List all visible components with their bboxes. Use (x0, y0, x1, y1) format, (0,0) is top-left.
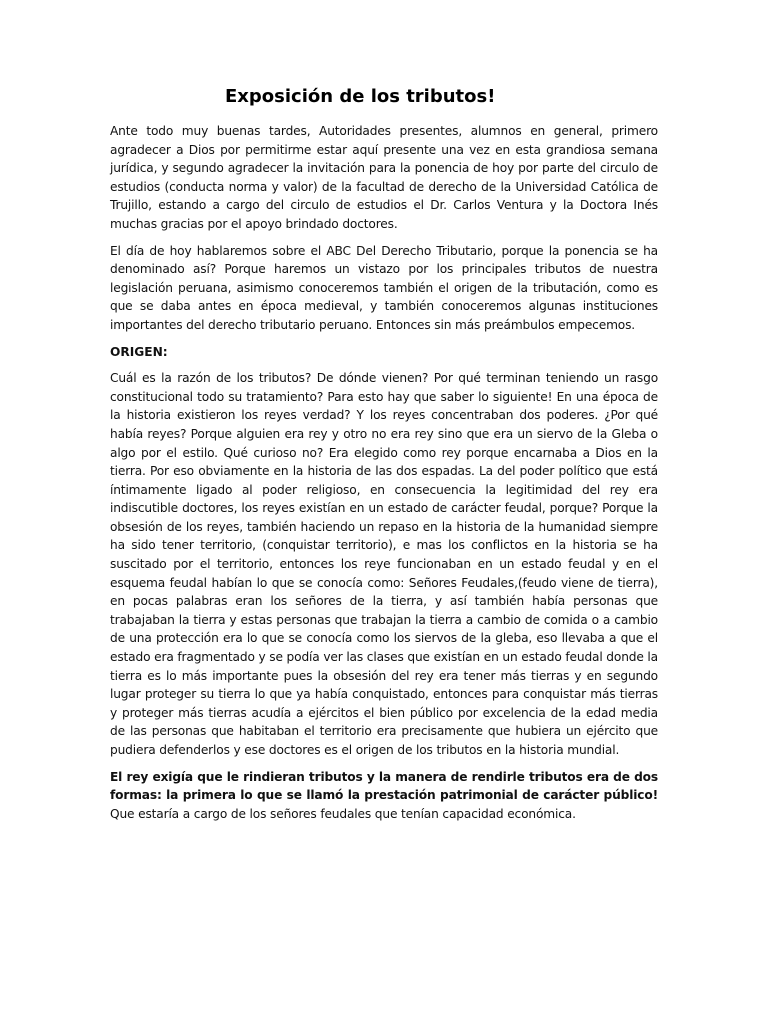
section-heading-origen: ORIGEN: (110, 344, 168, 359)
paragraph-introduction: El día de hoy hablaremos sobre el ABC Del Derecho Tributario, porque la ponencia se ha denominado así? Porque haremos un vistazo por los principales tributos de nuestra legislación peruana, asimismo conoceremos también el origen de la tributación, como es que se daba antes en época medieval, y también conoceremos algunas instituciones importantes del derecho tributario peruano. Entonces sin más preámbulos empecemos. (110, 243, 658, 332)
document-title: Exposición de los tributos! (225, 86, 496, 107)
paragraph-origin: Cuál es la razón de los tributos? De dónde vienen? Por qué terminan teniendo un rasgo constitucional todo su tratamiento? Para esto hay que saber lo siguiente! En una época de la historia existieron los reyes verdad? Y los reyes concentraban dos poderes. ¿Por qué había reyes? Porque alguien era rey y otro no era rey sino que era un siervo de la Gleba o algo por el estilo. Qué curioso no? Era elegido como rey porque encarnaba a Dios en la tierra. Por eso obviamente en la historia de las dos espadas. La del poder político que está íntimamente ligado al poder religioso, en consecuencia la legitimidad del rey era indiscutible doctores, los reyes existían en un estado de carácter feudal, porque? Porque la obsesión de los reyes, también haciendo un repaso en la historia de la humanidad siempre ha sido tener territorio, (conquistar territorio), e mas los conflictos en la historia se ha suscitado por el territorio, entonces los reye funcionaban en un estado feudal y en el esquema feudal habían lo que se conocía como: Señores Feudales,(feudo viene de tierra), en pocas palabras eran los señores de la tierra, y así también había personas que trabajaban la tierra y estas personas que trabajan la tierra a cambio de comida o a cambio de una protección era lo que se conocía como los siervos de la gleba, eso llevaba a que el estado era fragmentado y se podía ver las clases que existían en un estado feudal donde la tierra es lo más importante pues la obsesión del rey era tener más tierras y en segundo lugar proteger su tierra lo que ya había conquistado, entonces para conquistar más tierras y proteger más tierras acudía a ejércitos el bien público por excelencia de la edad media de las personas que habitaban el territorio era precisamente que hubiera un ejército que pudiera defenderlos y ese doctores es el origen de los tributos en la historia mundial. (110, 371, 658, 757)
document-page (110, 84, 658, 831)
paragraph-greeting: Ante todo muy buenas tardes, Autoridades presentes, alumnos en general, primero agradecer a Dios por permitirme estar aquí presente una vez en esta grandiosa semana jurídica, y segundo agradecer la invitación para la ponencia de hoy por parte del circulo de estudios (conducta norma y valor) de la facultad de derecho de la Universidad Católica de Trujillo, estando a cargo del circulo de estudios el Dr. Carlos Ventura y la Doctora Inés muchas gracias por el apoyo brindado doctores. (110, 124, 658, 231)
paragraph-tributes (110, 768, 658, 824)
paragraph-tributes-bold: El rey exigía que le rindieran tributos y la manera de rendirle tributos era de dos formas: la primera lo que se llamó la prestación patrimonial de carácter público! (110, 769, 658, 803)
paragraph-tributes-rest: Que estaría a cargo de los señores feudales que tenían capacidad económica. (110, 806, 576, 821)
